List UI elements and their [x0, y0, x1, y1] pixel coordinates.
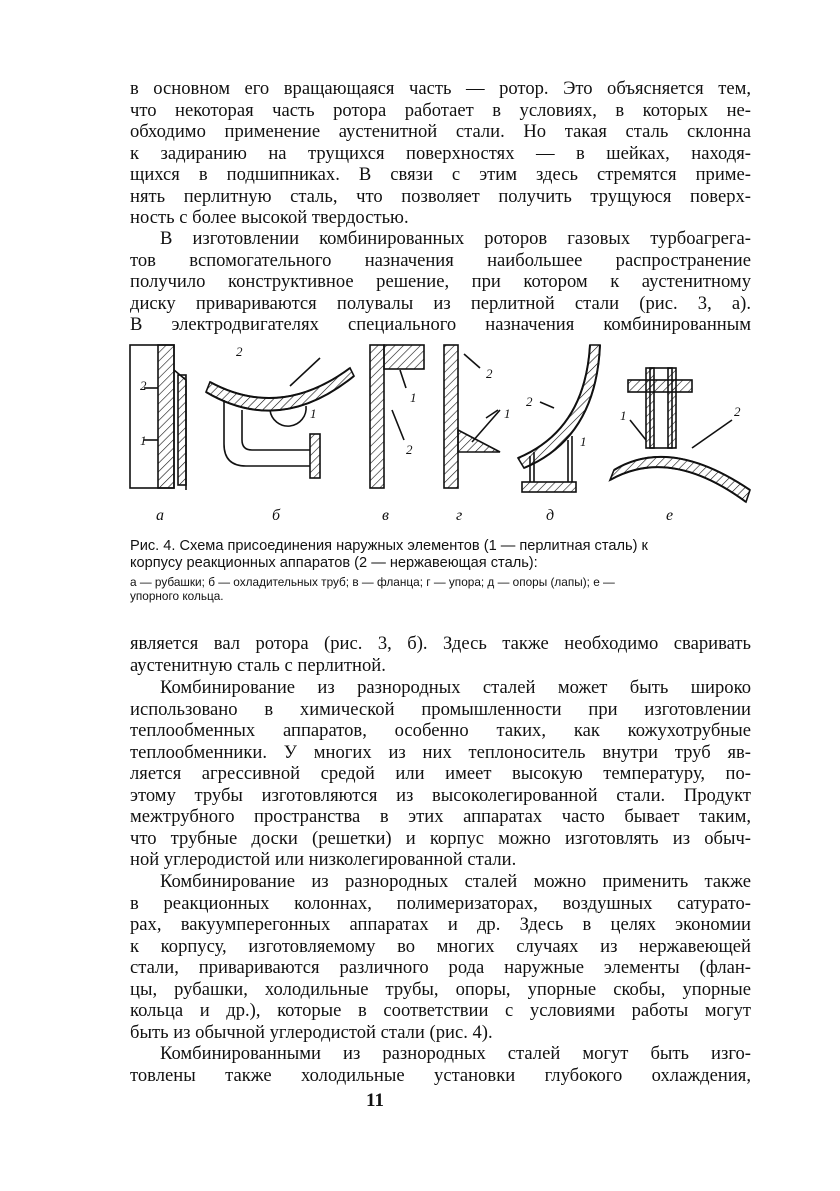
- sublabel-a: а: [156, 507, 164, 524]
- diagram-v-flange: [370, 345, 424, 488]
- figure-caption-legend: [130, 575, 755, 603]
- label-2-v: 2: [406, 442, 413, 457]
- text-line: В электродвигателях специального назначения комбинированным: [130, 314, 751, 335]
- diagram-e-thrust-ring: [610, 368, 750, 502]
- text-line: является вал ротора (рис. 3, б). Здесь также необходимо сваривать: [130, 633, 751, 654]
- text-line: диску привариваются полувалы из перлитной стали (рис. 3, а).: [130, 292, 751, 314]
- text-line: рах, вакуумперегонных аппаратах и др. Здесь в целях экономии: [130, 914, 751, 935]
- text-line: щихся в подшипниках. В связи с этим здесь стремятся приме-: [130, 164, 751, 185]
- page-number: 11: [366, 1090, 384, 1111]
- text-line: использовано в химической промышленности при изготовлении: [130, 698, 751, 720]
- text-line: обходимо применение аустенитной стали. Но такая сталь склонна: [130, 121, 751, 142]
- text-line: нять перлитную сталь, что позволяет получить трущуюся поверх-: [130, 185, 751, 207]
- text-line: Комбинированными из разнородных сталей могут быть изго-: [160, 1043, 751, 1064]
- caption-legend-line: а — рубашки; б — охладительных труб; в — фланца; г — упора; д — опоры (лапы); е —: [130, 575, 615, 589]
- caption-line: Рис. 4. Схема присоединения наружных элементов (1 — перлитная сталь) к: [130, 538, 648, 554]
- text-line: стали, привариваются различного рода наружные элементы (флан-: [130, 957, 751, 978]
- sublabel-g: г: [456, 507, 463, 524]
- label-2-e: 2: [734, 404, 741, 419]
- text-line: кольца и др.), которые в соответствии с условиями работы могут: [130, 1000, 751, 1021]
- label-2-d: 2: [526, 394, 533, 409]
- text-line: что некоторая часть ротора работает в условиях, в которых не-: [130, 99, 751, 121]
- figure-4-diagram: [120, 340, 760, 530]
- text-line: к задиранию на трущихся поверхностях — в шейках, находя-: [130, 142, 751, 164]
- text-line: быть из обычной углеродистой стали (рис. 4).: [130, 1021, 493, 1043]
- text-line: товлены также холодильные установки глубокого охлаждения,: [130, 1064, 751, 1086]
- caption-line: корпусу реакционных аппаратов (2 — нержавеющая сталь):: [130, 555, 538, 571]
- figure-caption: [130, 538, 755, 572]
- text-line: что трубные доски (решетки) и корпус можно изготовлять из обыч-: [130, 827, 751, 849]
- label-1-b: 1: [310, 406, 317, 421]
- text-line: тов вспомогательного назначения наибольшее распространение: [130, 249, 751, 271]
- sublabel-v: в: [382, 507, 389, 524]
- text-line: В изготовлении комбинированных роторов газовых турбоагрега-: [160, 228, 751, 249]
- text-line: этому трубы изготовляются из высоколегированной стали. Продукт: [130, 784, 751, 806]
- diagram-b-cooling-tube: [206, 358, 354, 478]
- text-line: Комбинирование из разнородных сталей может быть широко: [160, 677, 751, 698]
- caption-legend-line: упорного кольца.: [130, 589, 224, 603]
- text-line: ляется агрессивной средой или имеет высокую температуру, по-: [130, 763, 751, 784]
- sublabel-b: б: [272, 507, 281, 524]
- text-line: в реакционных колоннах, полимеризаторах, воздушных сатурато-: [130, 892, 751, 914]
- label-2-a: 2: [140, 378, 147, 393]
- text-line: в основном его вращающаяся часть — ротор. Это объясняется тем,: [130, 78, 751, 99]
- text-line: ной углеродистой или низколегированной стали.: [130, 849, 517, 870]
- text-line: ность с более высокой твердостью.: [130, 207, 409, 228]
- paragraph-rotor-shaft: [130, 633, 751, 676]
- paragraph-reaction-columns: [130, 871, 751, 1043]
- label-1-v: 1: [410, 390, 417, 405]
- text-line: аустенитную сталь с перлитной.: [130, 654, 386, 676]
- paragraph-rotors: [130, 228, 751, 336]
- text-line: межтрубного пространства в этих аппаратах часто бывает таким,: [130, 806, 751, 827]
- paragraph-refrigeration: [130, 1043, 751, 1086]
- label-1-e: 1: [620, 408, 627, 423]
- sublabel-e: е: [666, 507, 674, 524]
- label-2-b: 2: [236, 344, 243, 359]
- label-1-g: 1: [504, 406, 511, 421]
- sublabel-d: д: [546, 507, 555, 524]
- label-1-d: 1: [580, 434, 587, 449]
- text-line: цы, рубашки, холодильные трубы, опоры, упорные скобы, упорные: [130, 978, 751, 1000]
- diagram-a-jacket: [130, 345, 186, 490]
- text-line: получило конструктивное решение, при котором к аустенитному: [130, 271, 751, 292]
- paragraph-chemical-industry: [130, 677, 751, 871]
- paragraph-continuation: [130, 78, 751, 229]
- label-2-g: 2: [486, 366, 493, 381]
- diagram-d-support: [518, 345, 600, 492]
- text-line: теплообменники. У многих из них теплоноситель внутри труб яв-: [130, 741, 751, 763]
- text-line: теплообменных аппаратов, особенно таких, как кожухотрубные: [130, 720, 751, 741]
- text-line: к корпусу, изготовляемому во многих случаях из нержавеющей: [130, 935, 751, 957]
- label-1-a: 1: [140, 433, 147, 448]
- text-line: Комбинирование из разнородных сталей можно применить также: [160, 871, 751, 892]
